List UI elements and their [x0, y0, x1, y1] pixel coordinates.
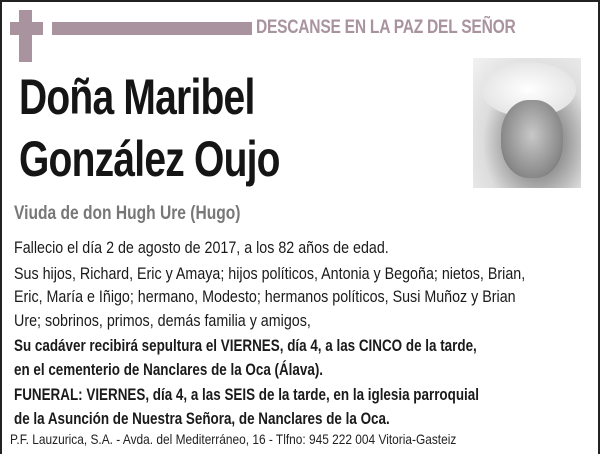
death-paragraph	[14, 236, 600, 260]
notice-body	[14, 236, 600, 432]
subtitle: Viuda de don Hugh Ure (Hugo)	[14, 203, 241, 224]
text-line: de la Asunción de Nuestra Señora, de Nanclares de la Oca.	[14, 408, 390, 428]
burial-paragraph	[14, 334, 600, 381]
family-paragraph	[14, 262, 600, 333]
text-line: Sus hijos, Richard, Eric y Amaya; hijos políticos, Antonia y Begoña; nietos, Brian,	[14, 263, 526, 283]
deceased-name-line2: González Oujo	[19, 131, 280, 187]
deceased-photo	[473, 58, 581, 188]
header-rule	[52, 22, 252, 35]
text-line: Su cadáver recibirá sepultura el VIERNES, día 4, a las CINCO de la tarde,	[14, 336, 477, 355]
funeral-paragraph	[14, 383, 600, 430]
cross-horizontal	[10, 22, 43, 35]
text-line: FUNERAL: VIERNES, día 4, a las SEIS de la tarde, en la iglesia parroquial	[14, 385, 479, 404]
funeral-home-footer: P.F. Lauzurica, S.A. - Avda. del Mediterráneo, 16 - Tlfno: 945 222 004 Vitoria-Gasteiz	[10, 431, 457, 447]
photo-face	[501, 100, 563, 178]
deceased-name-line1: Doña Maribel	[19, 69, 255, 125]
text-line: en el cementerio de Nanclares de la Oca (Álava).	[14, 359, 324, 379]
text-line: Eric, María e Iñigo; hermano, Modesto; hermanos políticos, Susi Muñoz y Brian	[14, 287, 516, 306]
header-text: DESCANSE EN LA PAZ DEL SEÑOR	[256, 17, 516, 38]
text-line: Ure; sobrinos, primos, demás familia y amigos,	[14, 310, 311, 330]
cross-vertical	[19, 10, 32, 62]
text-line: Fallecio el día 2 de agosto de 2017, a los 82 años de edad.	[14, 238, 389, 257]
